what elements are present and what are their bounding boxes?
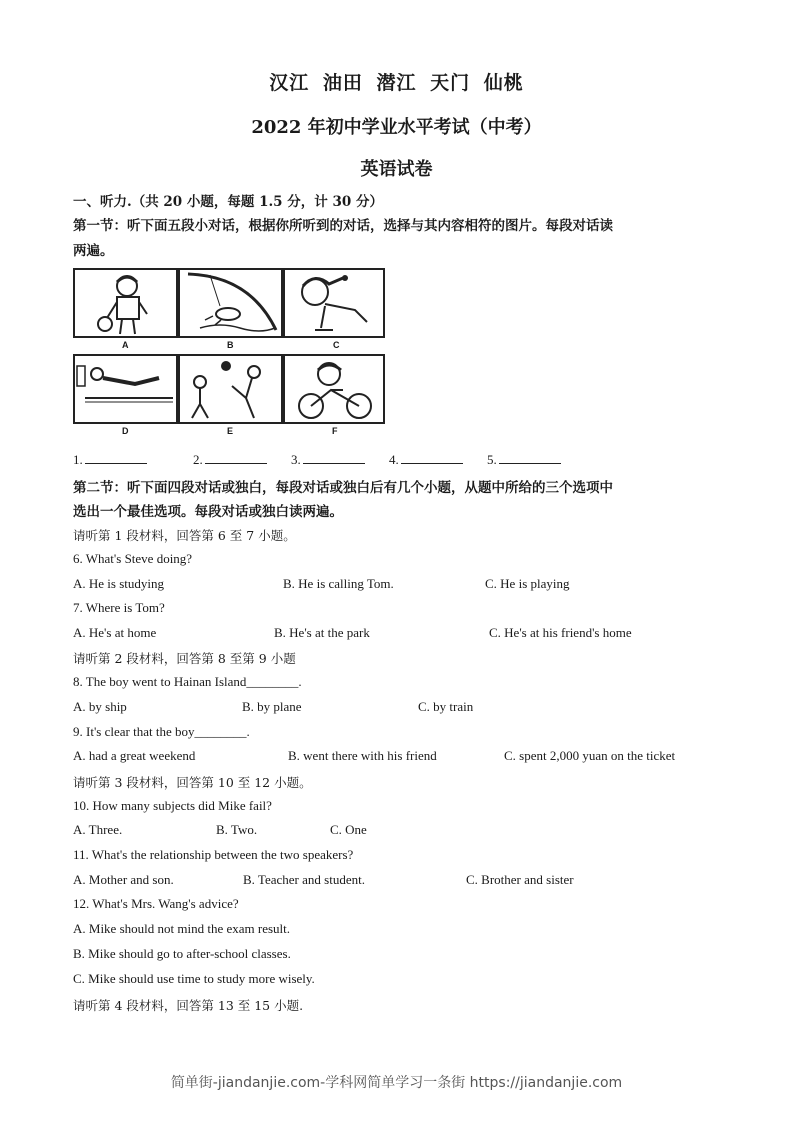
q10-option-b[interactable]: B. Two. [216,822,258,837]
q7-option-a[interactable]: A. He's at home [73,625,157,640]
q12-option-b[interactable]: B. Mike should go to after-school classes. [73,946,291,961]
part1-instructions-1: 第一节：听下面五段小对话，根据你所听到的对话，选择与其内容相符的图片。每段对话读 [73,218,613,234]
q10-option-a[interactable]: A. Three. [73,822,123,837]
blank-number: 5. [487,452,497,467]
q12-option-c[interactable]: C. Mike should use time to study more wisely. [73,971,315,986]
section-heading: 一、听力.（共 20 小题，每题 1.5 分，计 30 分） [73,194,383,210]
picture-b [178,268,283,338]
q8-option-c[interactable]: C. by train [418,699,474,714]
part2-instructions-1: 第二节：听下面四段对话或独白，每段对话或独白后有几个小题，从题中所给的三个选项中 [73,480,613,496]
blank-1[interactable] [73,452,147,468]
question-6: 6. What's Steve doing? [73,551,193,566]
exam-title: 2022 年初中学业水平考试（中考） [251,117,542,138]
blank-number: 2. [193,452,203,467]
question-10: 10. How many subjects did Mike fail? [73,798,272,813]
label-a: A [122,340,129,350]
label-c: C [333,340,340,350]
picture-e [178,354,283,424]
label-f: F [332,426,338,436]
bicycle-icon [285,356,383,422]
picture-a [73,268,178,338]
answer-line[interactable] [401,452,463,464]
blank-5[interactable] [487,452,561,468]
passage-2-note: 请听第 2 段材料，回答第 8 至第 9 小题 [73,651,296,666]
basketball-player-icon [75,270,176,336]
picture-grid [73,268,385,442]
football-icon [180,356,281,422]
question-9: 9. It's clear that the boy________. [73,724,250,739]
part2-instructions-2: 选出一个最佳选项。每段对话或独白读两遍。 [73,504,343,520]
passage-3-note: 请听第 3 段材料，回答第 10 至 12 小题。 [73,775,312,790]
blank-3[interactable] [291,452,365,468]
q9-option-a[interactable]: A. had a great weekend [73,748,196,763]
blank-number: 3. [291,452,301,467]
q10-option-c[interactable]: C. One [330,822,367,837]
question-11: 11. What's the relationship between the two speakers? [73,847,354,862]
answer-line[interactable] [499,452,561,464]
q7-option-c[interactable]: C. He's at his friend's home [489,625,632,640]
q9-option-b[interactable]: B. went there with his friend [288,748,437,763]
answer-line[interactable] [85,452,147,464]
answer-line[interactable] [303,452,365,464]
q12-option-a[interactable]: A. Mike should not mind the exam result. [73,921,291,936]
picture-f [283,354,385,424]
blank-number: 4. [389,452,399,467]
q6-option-a[interactable]: A. He is studying [73,576,164,591]
q8-option-b[interactable]: B. by plane [242,699,302,714]
passage-1-note: 请听第 1 段材料，回答第 6 至 7 小题。 [73,528,296,543]
question-7: 7. Where is Tom? [73,600,165,615]
blank-2[interactable] [193,452,267,468]
picture-c [283,268,385,338]
footer-watermark: 简单街-jiandanjie.com-学科网简单学习一条街 https://jiandanjie.com [170,1075,623,1091]
q6-option-b[interactable]: B. He is calling Tom. [283,576,394,591]
part1-instructions-2: 两遍。 [73,243,114,259]
label-e: E [227,426,234,436]
regions-title: 汉江 油田 潜江 天门 仙桃 [269,72,524,94]
q11-option-a[interactable]: A. Mother and son. [73,872,174,887]
label-d: D [122,426,129,436]
high-jump-icon [75,356,176,422]
fishing-icon [180,270,281,336]
question-8: 8. The boy went to Hainan Island________. [73,674,302,689]
q7-option-b[interactable]: B. He's at the park [274,625,370,640]
q11-option-c[interactable]: C. Brother and sister [466,872,574,887]
q6-option-c[interactable]: C. He is playing [485,576,570,591]
q9-option-c[interactable]: C. spent 2,000 yuan on the ticket [504,748,676,763]
question-12: 12. What's Mrs. Wang's advice? [73,896,239,911]
answer-line[interactable] [205,452,267,464]
picture-d [73,354,178,424]
q11-option-b[interactable]: B. Teacher and student. [243,872,365,887]
blank-number: 1. [73,452,83,467]
skating-icon [285,270,383,336]
passage-4-note: 请听第 4 段材料，回答第 13 至 15 小题. [73,998,304,1013]
q8-option-a[interactable]: A. by ship [73,699,127,714]
subject-title: 英语试卷 [360,159,433,180]
label-b: B [227,340,234,350]
blank-4[interactable] [389,452,463,468]
